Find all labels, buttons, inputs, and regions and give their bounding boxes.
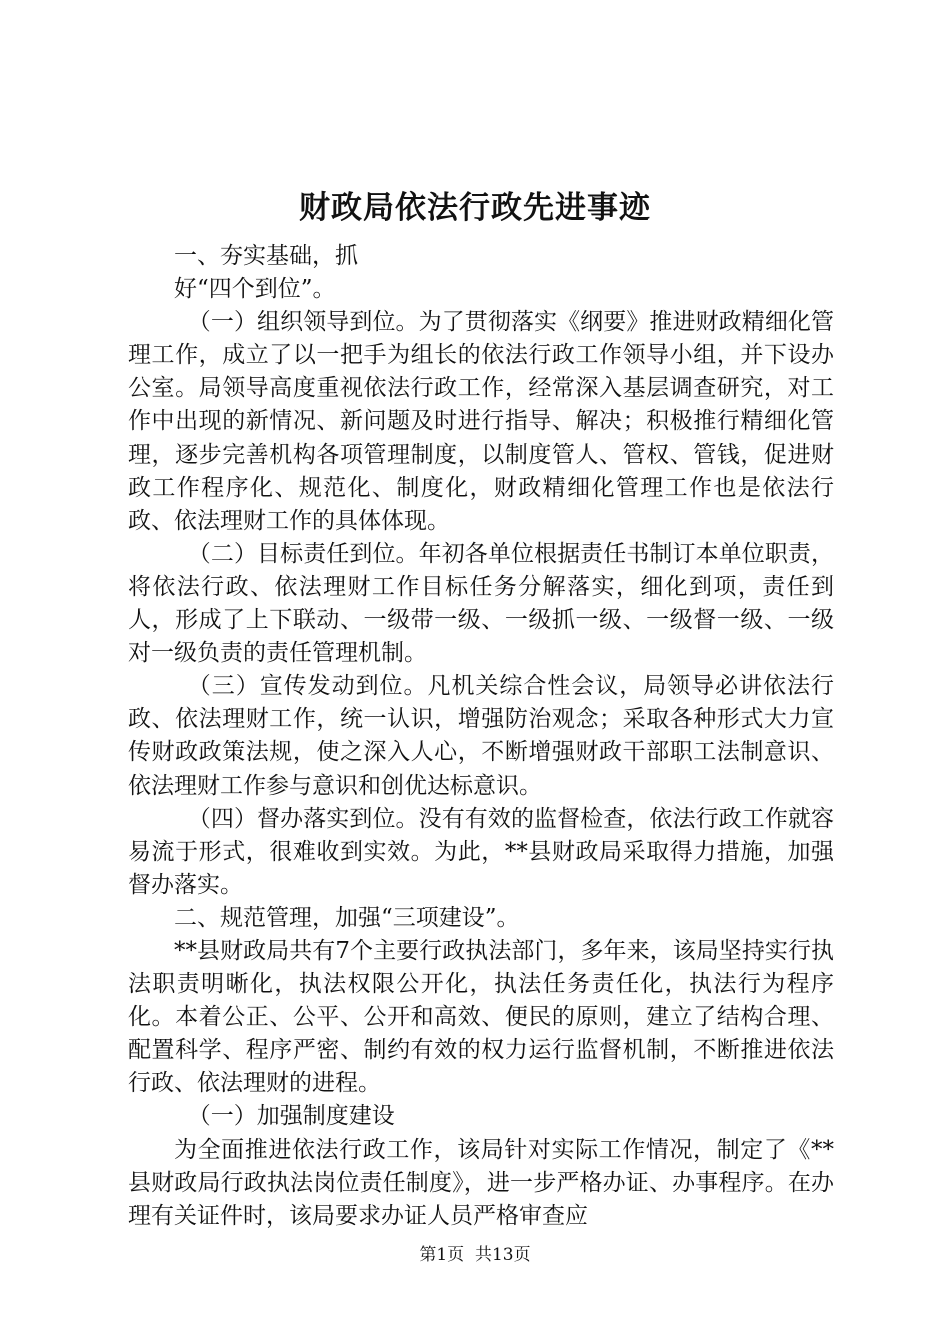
section-heading-1-part1: 一、夯实基础，抓 <box>174 243 358 269</box>
paragraph-system-building: 为全面推进依法行政工作，该局针对实际工作情况，制定了《**县财政局行政执法岗位责任制度》，进一步严格办证、办事程序。在办理有关证件时，该局要求办证人员严格审查应 <box>128 1136 834 1229</box>
paragraph-supervision-implementation: （四）督办落实到位。没有有效的监督检查，依法行政工作就容易流于形式，很难收到实效。为此，**县财政局采取得力措施，加强督办落实。 <box>128 805 834 898</box>
subsection-heading-system-building: （一）加强制度建设 <box>187 1103 395 1130</box>
paragraph-enforcement-departments: **县财政局共有7个主要行政执法部门，多年来，该局坚持实行执法职责明晰化，执法权限公开化，执法任务责任化，执法行为程序化。本着公正、公平、公开和高效、便民的原则，建立了结构合理、配置科学、程序严密、制约有效的权力运行监督机制，不断推进依法行政、依法理财的进程。 <box>128 937 834 1097</box>
paragraph-target-responsibility: （二）目标责任到位。年初各单位根据责任书制订本单位职责，将依法行政、依法理财工作目标任务分解落实，细化到项，责任到人，形成了上下联动、一级带一级、一级抓一级、一级督一级、一级对一级负责的责任管理机制。 <box>128 540 834 667</box>
document-title: 财政局依法行政先进事迹 <box>299 190 651 226</box>
document-body <box>128 240 834 1233</box>
paragraph-publicity-mobilization: （三）宣传发动到位。凡机关综合性会议，局领导必讲依法行政、依法理财工作，统一认识，增强防治观念；采取各种形式大力宣传财政政策法规，使之深入人心，不断增强财政干部职工法制意识、依法理财工作参与意识和创优达标意识。 <box>128 673 834 799</box>
page-number-label: 第1页 共13页 <box>419 1245 531 1265</box>
paragraph-organization-leadership: （一）组织领导到位。为了贯彻落实《纲要》推进财政精细化管理工作，成立了以一把手为组长的依法行政工作领导小组，并下设办公室。局领导高度重视依法行政工作，经常深入基层调查研究，对工作中出现的新情况、新问题及时进行指导、解决；积极推行精细化管理，逐步完善机构各项管理制度，以制度管人、管权、管钱，促进财政工作程序化、规范化、制度化，财政精细化管理工作也是依法行政、依法理财工作的具体体现。 <box>128 309 834 534</box>
section-heading-2: 二、规范管理，加强“三项建设”。 <box>174 904 520 931</box>
section-heading-1-part2: 好“四个到位”。 <box>174 276 336 303</box>
page-footer <box>0 1243 950 1267</box>
